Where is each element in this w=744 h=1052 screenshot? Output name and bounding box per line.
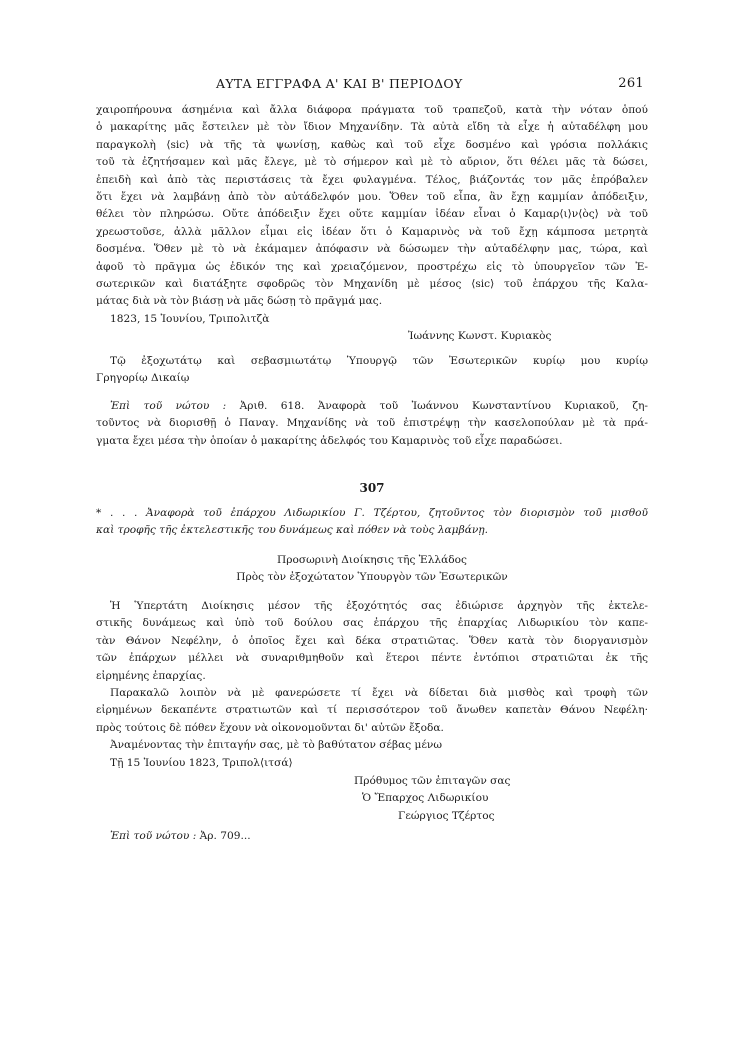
doc306-verso	[96, 398, 648, 450]
body-line: ὅτι ἔχει νὰ λαμβάνῃ ἀπὸ τὸν αὐτάδελφόν μου. Ὅθεν τοῦ εἶπα, ἂν ἔχῃ καμμίαν ἀπόδειξιν,	[96, 190, 648, 203]
doc306-signature: Ἰωάννης Κωνστ. Κυριακὸς	[408, 330, 552, 343]
doc307-body	[96, 598, 648, 772]
body-line: ἀφοῦ τὸ πρᾶγμα ὡς ἐδικόν της καὶ χρειαζόμενον, προστρέχω εἰς τὸ ὑπουργεῖον τῶν Ἐ-	[96, 260, 648, 273]
body-line: σωτερικῶν καὶ διατάξητε σφοδρῶς τὸν Μηχανίδη μὲ μέσος ⟨sic⟩ τοῦ ἐπάρχου τῆς Καλα-	[96, 277, 648, 290]
address-line: Γρηγορίῳ Δικαίῳ	[96, 372, 190, 385]
body-line: χαιροπήρουνα άσημένια καὶ ἄλλα διάφορα πράγματα τοῦ τραπεζοῦ, κατὰ τὴν νόταν ὁπού	[96, 104, 648, 116]
doc307-closing	[96, 773, 648, 825]
doc307-heading	[96, 552, 648, 587]
body-line: Ἡ Ὑπερτάτη Διοίκησις μέσον τῆς ἐξοχότητός σας ἐδιώρισε ἀρχηγὸν τῆς ἐκτελε-	[110, 600, 648, 612]
heading-line: Πρὸς τὸν ἐξοχώτατον Ὑπουργὸν τῶν Ἐσωτερικῶν	[236, 571, 508, 584]
verso-line: Ἐπὶ τοῦ νώτου : Ἀριθ. 618. Ἀναφορὰ τοῦ Ἰωάννου Κωνσταντίνου Κυριακοῦ, ζη-	[110, 400, 648, 412]
body-line: ἐπειδὴ καὶ ἀπὸ τὰς περιστάσεις τὰ ἔχει φυλαγμένα. Τέλος, βιάζοντάς τον μᾶς ἐπρόβαλεν	[96, 173, 648, 186]
body-line: εἰρημένων δεκαπέντε στρατιωτῶν καὶ τί περισσότερον τοῦ ἄνωθεν καπετὰν Θάνου Νεφέλη·	[96, 704, 648, 717]
body-line: Παρακαλῶ λοιπὸν νὰ μὲ φανερώσετε τί ἔχει νὰ δίδεται διὰ μισθὸς καὶ τροφὴ τῶν	[110, 686, 648, 699]
body-line: εἰρημένης ἐπαρχίας.	[96, 669, 206, 682]
body-line: παραγκολὴ ⟨sic⟩ νὰ τῆς τὰ ψωνίσῃ, καθὼς καὶ τοῦ εἶχε δοσμένο καὶ γρόσια πολλάκις	[96, 138, 648, 151]
body-line: χρεωστοῦσε, ἀλλὰ μᾶλλον εἶμαι εἰς ἰδέαν ὅτι ὁ Καμαρινὸς νὰ τοῦ ἔχῃ κάμποσα μετρητὰ	[96, 225, 648, 238]
doc306-date: 1823, 15 Ἰουνίου, Τριπολιτζὰ	[110, 312, 270, 325]
address-line: Τῷ ἐξοχωτάτῳ καὶ σεβασμιωτάτῳ Ὑπουργῷ τῶν Ἐσωτερικῶν κυρίῳ μου κυρίῳ	[110, 355, 648, 367]
doc306-body	[96, 102, 648, 345]
heading-line: Προσωρινὴ Διοίκησις τῆς Ἑλλάδος	[277, 554, 467, 566]
verso-line: Ἐπὶ τοῦ νώτου : Ἀρ. 709...	[110, 830, 251, 842]
body-line: στικῆς δυνάμεως καὶ ὑπὸ τοῦ δούλου σας ἐπάρχου τῆς ἐπαρχίας Λιδωρικίου τὸν καπε-	[96, 617, 648, 630]
document-number: 307	[359, 481, 385, 495]
running-title: ΑΥΤΑ ΕΓΓΡΑΦΑ Α' ΚΑΙ Β' ΠΕΡΙΟΔΟΥ	[216, 76, 463, 91]
closing-line: Πρόθυμος τῶν ἐπιταγῶν σας	[354, 775, 511, 787]
body-line: τῶν ἐπάρχων μέλλει νὰ συναριθμηθοῦν καὶ ἕτεροι πέντε ἐντόπιοι στρατιῶται ἐκ τῆς	[96, 652, 648, 665]
verso-line: γματα ἔχει μέσα τὴν ὁποίαν ὁ μακαρίτης ἀδελφός του Καμαρινὸς τοῦ εἶχε παραδώσει.	[96, 434, 563, 447]
body-line: τοῦ τὰ ἐζητήσαμεν καὶ μᾶς ἔλεγε, μὲ τὸ σήμερον καὶ μὲ τὸ αὔριον, ὅτι θέλει μᾶς τὰ δώσει,	[96, 156, 648, 169]
verso-label: Ἐπὶ τοῦ νώτου :	[110, 830, 197, 842]
body-line: μάτας διὰ νὰ τὸν βιάσῃ νὰ μᾶς δώσῃ τὸ πρᾶγμά μας.	[96, 295, 383, 308]
verso-line: τοῦντος νὰ διορισθῇ ὁ Παναγ. Μηχανίδης νὰ τοῦ ἐπιστρέψῃ τὴν κασελοπούλαν μὲ τὰ πρά-	[96, 417, 648, 430]
summary-line: καὶ τροφῆς τῆς ἐκτελεστικῆς του δυνάμεως καὶ πόθεν νὰ τοὺς λαμβάνῃ.	[96, 524, 489, 537]
doc306-address	[96, 353, 648, 388]
doc307-summary	[96, 505, 648, 540]
verso-label: Ἐπὶ τοῦ νώτου :	[110, 400, 227, 412]
body-line: Ἀναμένοντας τὴν ἐπιταγήν σας, μὲ τὸ βαθύτατον σέβας μένω	[110, 739, 443, 752]
doc307-verso	[96, 828, 648, 845]
body-line: τὰν Θάνον Νεφέλην, ὁ ὁποῖος ἔχει καὶ δέκα στρατιῶτας. Ὅθεν κατὰ τὸν διοργανισμὸν	[96, 634, 648, 647]
summary-line: * . . . Ἀναφορὰ τοῦ ἐπάρχου Λιδωρικίου Γ. Τζέρτου, ζητοῦντος τὸν διορισμὸν τοῦ μισθοῦ	[96, 507, 648, 519]
body-line: δοσμένα. Ὅθεν μὲ τὸ νὰ ἐκάμαμεν ἀπόφασιν νὰ δώσωμεν τὴν αὐταδέλφην μας, τώρα, καὶ	[96, 243, 648, 256]
page-number: 261	[618, 76, 644, 91]
body-line: θέλει τὸν πληρώσω. Οὔτε ἀπόδειξιν ἔχει οὔτε καμμίαν ἰδέαν εἶναι ὁ Καμαρ⟨ι⟩ν⟨ὸς⟩ νὰ τοῦ	[96, 208, 648, 221]
doc307-date: Τῇ 15 Ἰουνίου 1823, Τριπολ⟨ιτσά⟩	[110, 756, 293, 769]
body-line: πρὸς τούτοις δὲ πόθεν ἔχουν νὰ οἰκονομοῦνται δι' αὐτῶν ἔξοδα.	[96, 721, 444, 734]
closing-line: Ὁ Ἔπαρχος Λιδωρικίου	[362, 792, 489, 805]
closing-line: Γεώργιος Τζέρτος	[398, 809, 495, 822]
body-line: ὁ μακαρίτης μᾶς ἔστειλεν μὲ τὸν ἴδιον Μηχανίδην. Τὰ αὐτὰ εἴδη τὰ εἶχε ἡ αὐταδέλφη μου	[96, 121, 648, 134]
